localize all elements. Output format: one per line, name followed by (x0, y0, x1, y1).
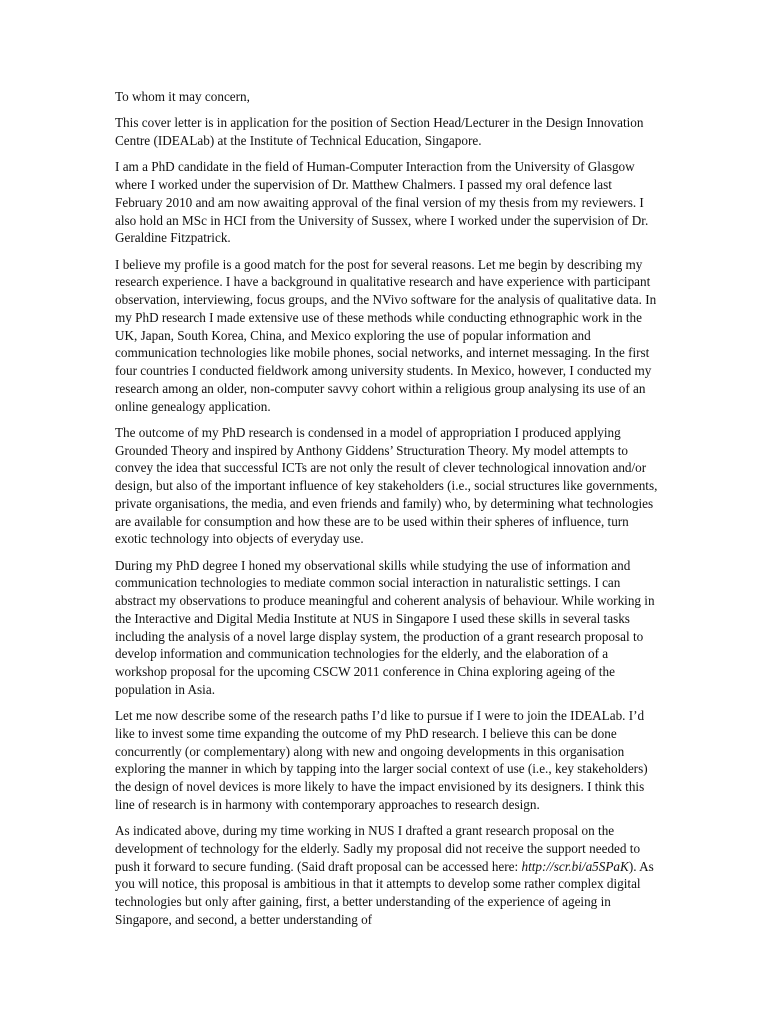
paragraph-background: I am a PhD candidate in the field of Human-Computer Interaction from the University of Glasgow where I worked under the supervision of Dr. Matthew Chalmers. I passed my oral defence last February 2010 and am now awaiting approval of the final version of my thesis from my reviewers. I also hold an MSc in HCI from the University of Sussex, where I worked under the supervision of Dr. Geraldine Fitzpatrick. (115, 159, 649, 246)
paragraph-grant-proposal (115, 822, 660, 929)
proposal-link[interactable]: http://scr.bi/a5SPaK (521, 858, 629, 874)
letter-page (115, 88, 660, 937)
salutation: To whom it may concern, (115, 89, 250, 104)
grant-proposal-text-before: As indicated above, during my time working in NUS I drafted a grant research proposal on the development of technology for the elderly. Sadly my proposal did not receive the support needed to push it forward to secure funding. (Said draft proposal can be accessed here: (115, 823, 641, 874)
grant-proposal-text-after: ). As you will notice, this proposal is ambitious in that it attempts to develop some rather complex digital technologies but only after gaining, first, a better understanding of the experience of ageing in Singapore, and second, a better understanding of (115, 858, 654, 927)
paragraph-application: This cover letter is in application for the position of Section Head/Lecturer in the Design Innovation Centre (IDEALab) at the Institute of Technical Education, Singapore. (115, 115, 644, 148)
paragraph-phd-outcome: The outcome of my PhD research is condensed in a model of appropriation I produced applying Grounded Theory and inspired by Anthony Giddens’ Structuration Theory. My model attempts to convey the idea that successful ICTs are not only the result of clever technological innovation and/or design, but also of the important influence of key stakeholders (i.e., social structures like governments, private organisations, the media, and even friends and family) who, by determining what technologies are available for consumption and how these are to be used within their spheres of influence, turn exotic technology into objects of everyday use. (115, 424, 658, 547)
paragraph-observational-skills: During my PhD degree I honed my observational skills while studying the use of information and communication technologies to mediate common social interaction in naturalistic settings. I can abstract my observations to produce meaningful and coherent analysis of behaviour. While working in the Interactive and Digital Media Institute at NUS in Singapore I used these skills in several tasks including the analysis of a novel large display system, the production of a grant research proposal to develop information and communication technologies for the elderly, and the elaboration of a workshop proposal for the upcoming CSCW 2011 conference in China exploring ageing of the population in Asia. (115, 557, 655, 697)
paragraph-research-experience: I believe my profile is a good match for the post for several reasons. Let me begin by describing my research experience. I have a background in qualitative research and have experience with participant observation, interviewing, focus groups, and the NVivo software for the analysis of qualitative data. In my PhD research I made extensive use of these methods while conducting ethnographic work in the UK, Japan, South Korea, China, and Mexico exploring the use of popular information and communication technologies like mobile phones, social networks, and internet messaging. In the first four countries I conducted fieldwork among university students. In Mexico, however, I conducted my research among an older, non-computer savvy cohort within a religious group analysing its use of an online genealogy application. (115, 256, 657, 414)
paragraph-research-paths: Let me now describe some of the research paths I’d like to pursue if I were to join the IDEALab. I’d like to invest some time expanding the outcome of my PhD research. I believe this can be done concurrently (or complementary) along with new and ongoing developments in this organisation exploring the manner in which by tapping into the larger social context of use (i.e., key stakeholders) the design of novel devices is more likely to have the impact envisioned by its designers. I think this line of research is in harmony with contemporary approaches to research design. (115, 708, 648, 812)
